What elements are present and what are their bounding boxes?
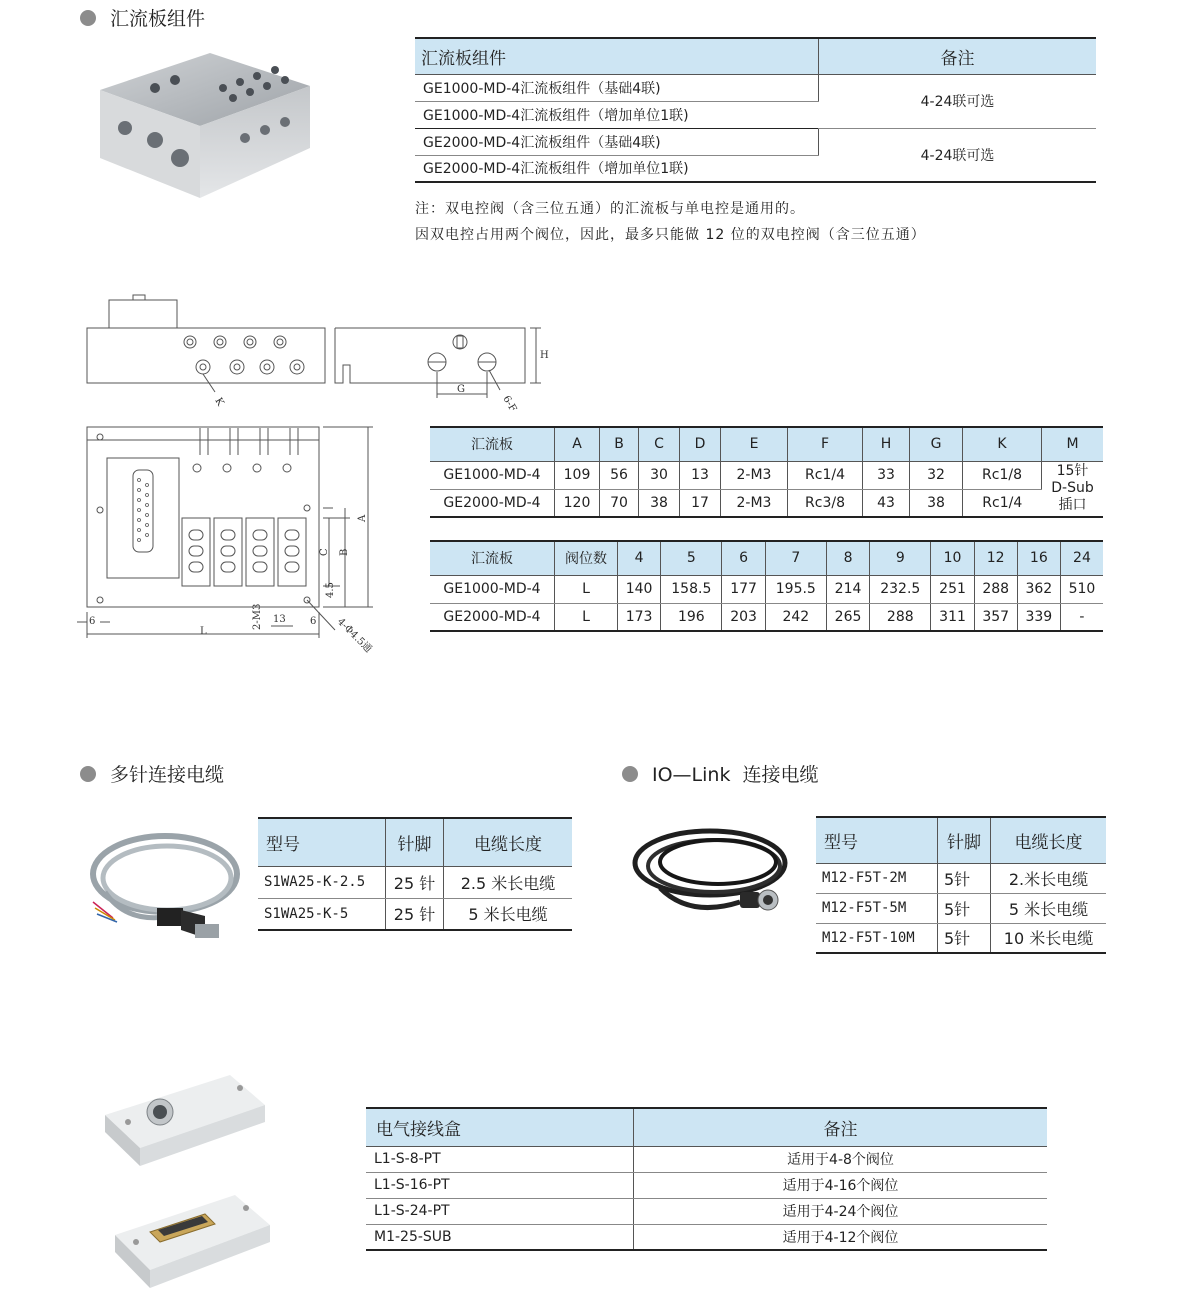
table-cell: 2.米长电缆	[991, 863, 1107, 893]
dim-label-G: G	[457, 384, 465, 395]
dim-label-H: H	[540, 350, 549, 361]
table-cell: 5 米长电缆	[468, 905, 548, 925]
table-header: F	[788, 427, 863, 461]
table-cell: 357	[974, 603, 1017, 631]
table-cell: 5 米长电缆	[991, 893, 1107, 923]
table-cell: 33	[863, 461, 910, 489]
multipin-cable-table	[258, 817, 572, 931]
table-cell: 适用于4-8个阀位	[634, 1146, 1048, 1172]
table-cell: 43	[863, 489, 910, 517]
dim-label-6b: 6	[310, 616, 317, 627]
table-cell: 195.5	[765, 575, 826, 603]
table-cell: 适用于4-12个阀位	[782, 1229, 899, 1246]
table-cell: 288	[870, 603, 931, 631]
manifold-photo	[95, 48, 335, 208]
table-cell: 362	[1017, 575, 1060, 603]
table-header: G	[910, 427, 963, 461]
table-header: 4	[618, 541, 661, 575]
table-cell: 2.5 米长电缆	[444, 866, 573, 898]
bullet-dot-icon	[80, 766, 96, 782]
dim-label-K: K	[212, 396, 226, 408]
table-header: C	[639, 427, 680, 461]
table-cell: 25 针	[386, 898, 444, 930]
table-cell: 173	[618, 603, 661, 631]
table-cell: Rc1/8	[963, 461, 1042, 489]
table-cell: GE1000-MD-4	[430, 575, 555, 603]
table-header: A	[555, 427, 600, 461]
table-cell: 265	[826, 603, 869, 631]
table-header: 8	[826, 541, 869, 575]
table-header: 汇流板	[430, 427, 555, 461]
table-cell: 适用于4-24个阀位	[634, 1198, 1048, 1224]
table-header: 7	[765, 541, 826, 575]
table-header: 针脚	[386, 818, 444, 866]
note-line: 因双电控占用两个阀位，因此，最多只能做 12 位的双电控阀（含三位五通）	[415, 227, 926, 243]
table-cell: -	[1079, 608, 1085, 625]
table-cell: 203	[722, 603, 765, 631]
table-header: 电缆长度	[444, 818, 573, 866]
section-iolink-title: IO—Link 连接电缆	[652, 764, 819, 786]
table-cell: 17	[680, 489, 721, 517]
table-cell: GE2000-MD-4汇流板组件（基础4联)	[415, 128, 819, 155]
m-value-cell: 15针 D-Sub插口	[1042, 461, 1104, 517]
table-cell: 25 针	[386, 866, 444, 898]
table-cell: 38	[639, 489, 680, 517]
table-cell: M12-F5T-2M	[816, 863, 938, 893]
table-header: 24	[1060, 541, 1103, 575]
table-header: D	[680, 427, 721, 461]
dim-label-A: A	[357, 514, 368, 522]
manifold-assembly-table	[415, 37, 1096, 183]
table-cell: 56	[600, 461, 639, 489]
table-cell: 251	[931, 575, 974, 603]
table-cell: 适用于4-16个阀位	[634, 1172, 1048, 1198]
table-cell: 339	[1017, 603, 1060, 631]
table-cell: 5针	[938, 923, 991, 953]
table-cell: Rc1/4	[982, 494, 1023, 511]
table-header: 电缆长度	[991, 817, 1107, 863]
table-cell: L1-S-16-PT	[366, 1172, 634, 1198]
table-cell: GE2000-MD-4汇流板组件（增加单位1联)	[423, 161, 689, 178]
table-header: 12	[974, 541, 1017, 575]
table-header: 备注	[634, 1108, 1048, 1146]
table-cell: 158.5	[661, 575, 722, 603]
table-cell: M12-F5T-5M	[816, 893, 938, 923]
iolink-cable-table	[816, 816, 1106, 954]
table-cell: 10 米长电缆	[1003, 929, 1094, 949]
table-cell: 2-M3	[721, 489, 788, 517]
table-cell: GE1000-MD-4汇流板组件（基础4联)	[415, 74, 819, 101]
table-header: K	[963, 427, 1042, 461]
table-cell: 196	[661, 603, 722, 631]
table-header: 10	[931, 541, 974, 575]
dim-label-F: 6-F	[500, 394, 519, 414]
section-multipin-heading	[80, 760, 224, 787]
table-header: B	[600, 427, 639, 461]
table-header: 16	[1017, 541, 1060, 575]
table-cell: 2-M3	[721, 461, 788, 489]
table-cell: S1WA25-K-5	[258, 898, 386, 930]
dim-label-6a: 6	[89, 616, 96, 627]
table-cell: 177	[722, 575, 765, 603]
iolink-cable-photo	[630, 818, 805, 928]
dim-label-hole: 4-Φ4.5通	[334, 616, 374, 656]
junction-box-table	[366, 1107, 1047, 1251]
table-header: M	[1042, 427, 1104, 461]
table-cell: 232.5	[870, 575, 931, 603]
section-multipin-title: 多针连接电缆	[110, 764, 225, 786]
table-header: 5	[661, 541, 722, 575]
table-header: 汇流板	[430, 541, 555, 575]
junction-box-dsub-photo	[110, 1190, 278, 1295]
table-header: 型号	[258, 818, 386, 866]
table-cell: 38	[910, 489, 963, 517]
manifold-notes	[415, 196, 926, 248]
table-header: E	[721, 427, 788, 461]
table-header: 6	[722, 541, 765, 575]
table-cell: 30	[639, 461, 680, 489]
remark-cell: 4-24联可选	[819, 74, 1097, 128]
table-cell: 120	[555, 489, 600, 517]
dim-label-4-5: 4.5	[325, 582, 336, 598]
table-header: H	[863, 427, 910, 461]
table-cell: GE1000-MD-4	[430, 461, 555, 489]
table-cell: 288	[974, 575, 1017, 603]
table-cell: L	[555, 603, 618, 631]
section-manifold-heading	[80, 4, 205, 31]
table-cell: Rc3/8	[788, 489, 863, 517]
table-cell: 140	[618, 575, 661, 603]
section-iolink-heading	[622, 760, 819, 787]
table-header: 9	[870, 541, 931, 575]
table-header: 电气接线盒	[366, 1108, 634, 1146]
table-cell: 109	[555, 461, 600, 489]
table-cell: 32	[910, 461, 963, 489]
dim-label-L: L	[200, 626, 207, 637]
table-cell: 311	[931, 603, 974, 631]
table-cell: L1-S-8-PT	[366, 1146, 634, 1172]
section-manifold-title: 汇流板组件	[110, 8, 206, 30]
bullet-dot-icon	[80, 10, 96, 26]
note-line: 注：双电控阀（含三位五通）的汇流板与单电控是通用的。	[415, 201, 805, 217]
dimension-table-2	[430, 540, 1103, 632]
table-cell: 5针	[938, 893, 991, 923]
table-cell: GE2000-MD-4	[430, 489, 555, 517]
remark-cell: 4-24联可选	[920, 147, 995, 164]
multipin-cable-photo	[85, 822, 250, 947]
table-cell: M12-F5T-10M	[816, 923, 938, 953]
table-cell: S1WA25-K-2.5	[258, 866, 386, 898]
table-cell: 242	[765, 603, 826, 631]
bullet-dot-icon	[622, 766, 638, 782]
table-cell: GE1000-MD-4汇流板组件（增加单位1联)	[415, 101, 819, 128]
table-cell: 5针	[938, 863, 991, 893]
table-cell: 70	[600, 489, 639, 517]
dim-label-C: C	[319, 548, 330, 556]
manifold-col-header: 汇流板组件	[415, 38, 819, 74]
table-cell: M1-25-SUB	[366, 1224, 634, 1250]
remark-col-header: 备注	[819, 38, 1097, 74]
table-cell: 510	[1060, 575, 1103, 603]
table-header: 型号	[816, 817, 938, 863]
table-cell: Rc1/4	[788, 461, 863, 489]
dimension-table-1	[430, 426, 1103, 518]
junction-box-m12-photo	[100, 1070, 270, 1170]
table-cell: 214	[826, 575, 869, 603]
table-cell: 13	[680, 461, 721, 489]
dim-label-B: B	[339, 548, 350, 556]
dim-label-2-M3: 2-M3	[252, 603, 263, 630]
table-cell: GE2000-MD-4	[430, 603, 555, 631]
table-cell: L1-S-24-PT	[366, 1198, 634, 1224]
table-header: 针脚	[938, 817, 991, 863]
table-header: 阀位数	[555, 541, 618, 575]
dim-label-13: 13	[273, 614, 286, 625]
table-cell: L	[555, 575, 618, 603]
